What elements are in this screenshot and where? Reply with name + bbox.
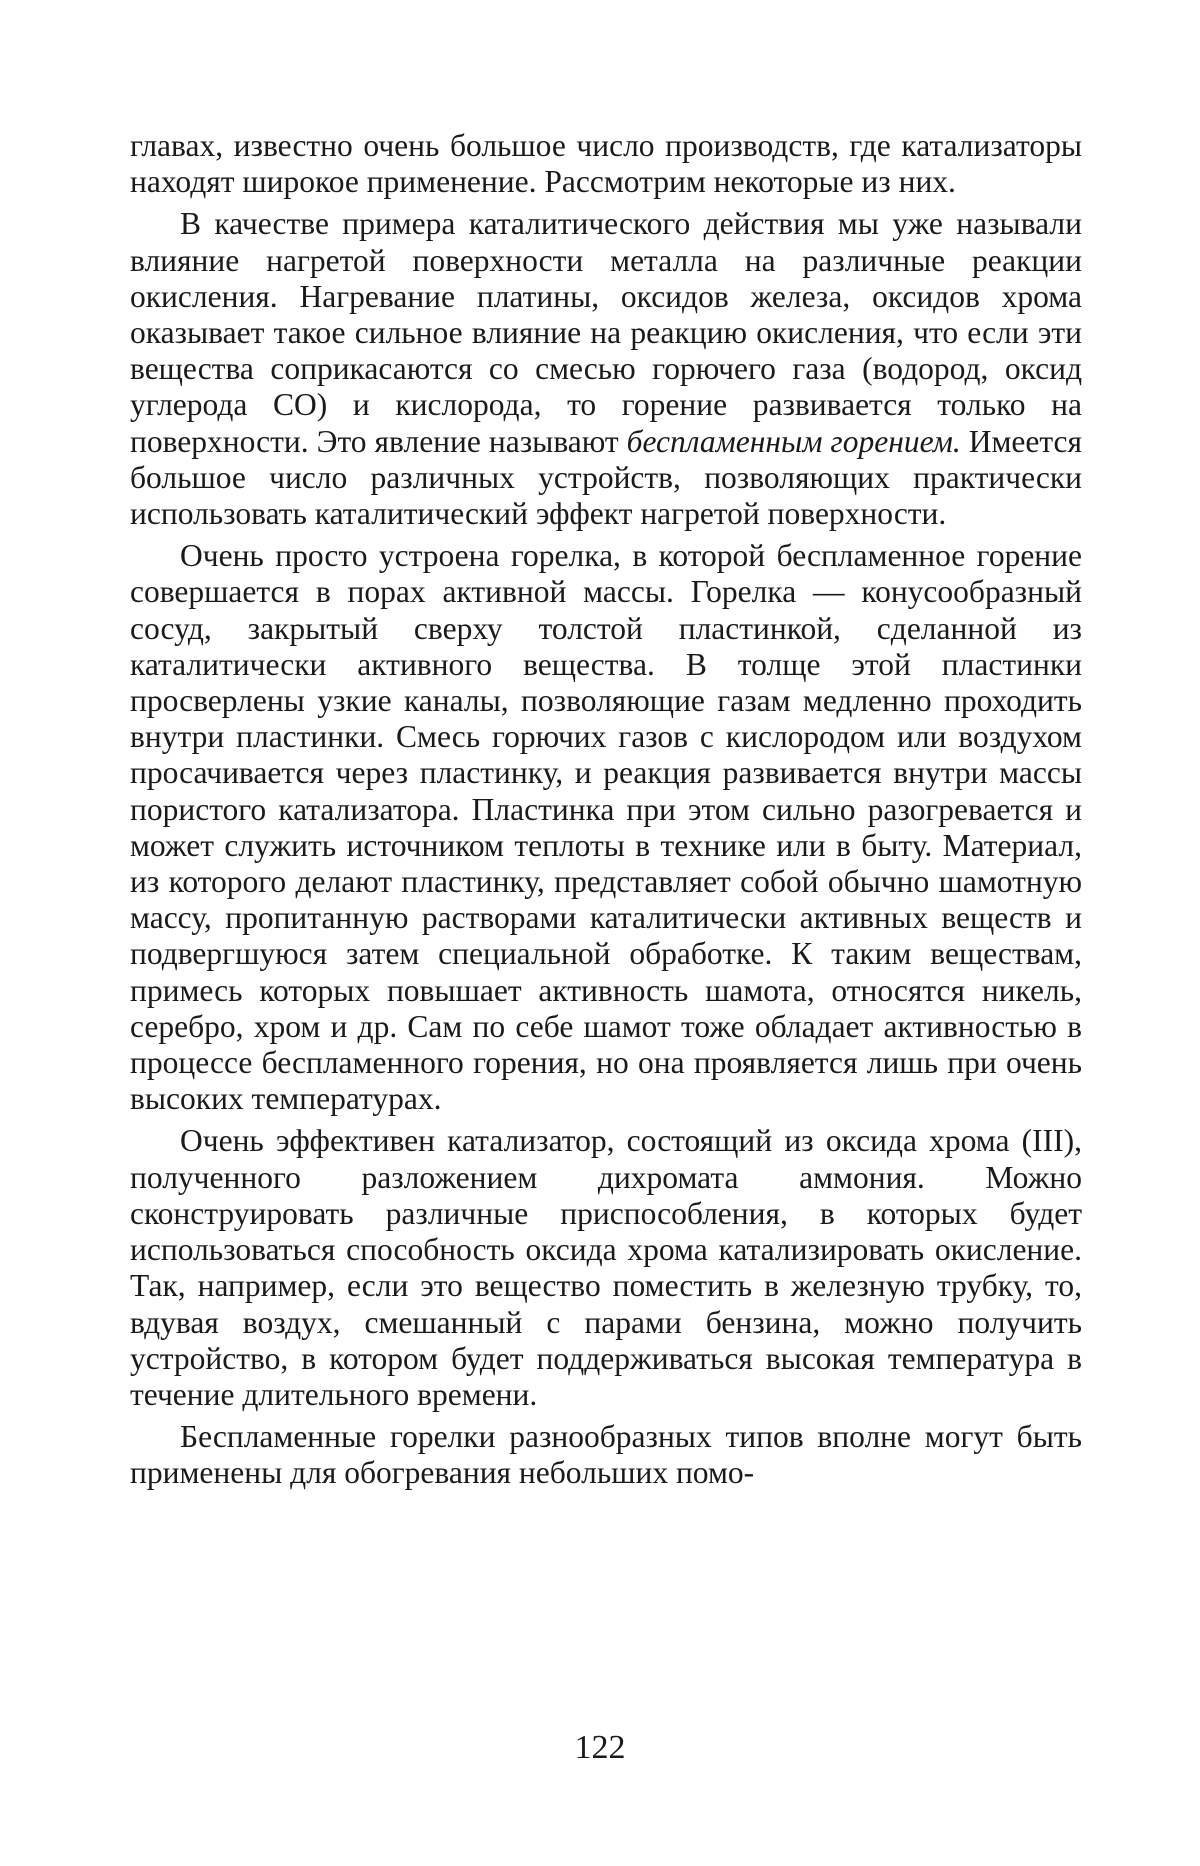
body-text bbox=[130, 128, 1082, 1492]
paragraph-text-after-emphasis: Имеется большое число различных устройств, позволяющих практически использовать каталитический эффект нагретой поверхности. bbox=[130, 423, 1083, 532]
emphasized-term: беспламенным горением. bbox=[626, 423, 961, 459]
paragraph-burner-description: Очень просто устроена горелка, в которой беспламенное горение совершается в порах активной массы. Горелка — конусообразный сосуд, закрытый сверху толстой пластинкой, сделанной из каталитически активного вещества. В толще этой пластинки просверлены узкие каналы, позволяющие газам медленно проходить внутри пластинки. Смесь горючих газов с кислородом или воздухом просачивается через пластинку, и реакция развивается внутри массы пористого катализатора. Пластинка при этом сильно разогревается и может служить источником теплоты в технике или в быту. Материал, из которого делают пластинку, представляет собой обычно шамотную массу, пропитанную растворами каталитически активных веществ и подвергшуюся затем специальной обработке. К таким веществам, примесь которых повышает активность шамота, относятся никель, серебро, хром и др. Сам по себе шамот тоже обладает активностью в процессе беспламенного горения, но она проявляется лишь при очень высоких температурах. bbox=[130, 538, 1082, 1117]
paragraph-text-before-emphasis: В качестве примера каталитического действия мы уже называли влияние нагретой поверхности металла на различные реакции окисления. Нагревание платины, оксидов железа, оксидов хрома оказывает такое сильное влияние на реакцию окисления, что если эти вещества соприкасаются со смесью горючего газа (водород, оксид углерода СО) и кислорода, то горение развивается только на поверхности. Это явление называют bbox=[130, 206, 1082, 459]
paragraph-flameless-burners: Беспламенные горелки разнообразных типов вполне могут быть применены для обогревания небольших помо- bbox=[130, 1419, 1082, 1491]
paragraph-chromium-oxide: Очень эффективен катализатор, состоящий из оксида хрома (III), полученного разложением дихромата аммония. Можно сконструировать различные приспособления, в которых будет использоваться способность оксида хрома катализировать окисление. Так, например, если это вещество поместить в железную трубку, то, вдувая воздух, смешанный с парами бензина, можно получить устройство, в котором будет поддерживаться высокая температура в течение длительного времени. bbox=[130, 1123, 1082, 1412]
paragraph-catalytic-surface bbox=[130, 206, 1082, 532]
paragraph-continuation: главах, известно очень большое число производств, где катализаторы находят широкое применение. Рассмотрим некоторые из них. bbox=[130, 128, 1082, 200]
page-number: 122 bbox=[574, 1729, 626, 1766]
